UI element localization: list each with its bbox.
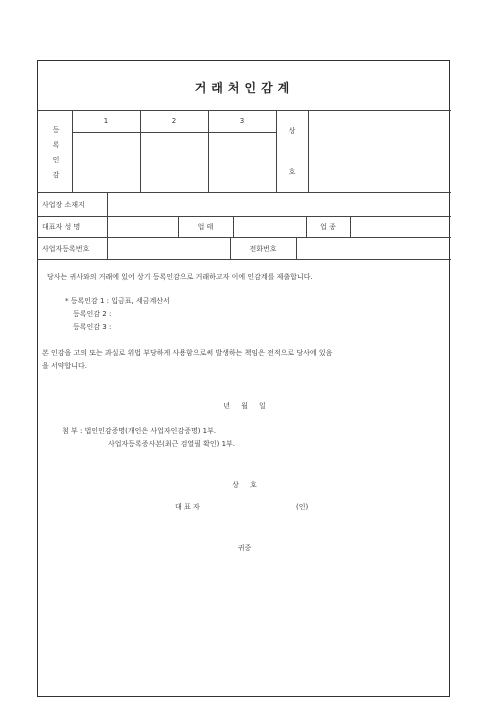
reg-no-field[interactable] [108, 238, 229, 258]
business-item-field[interactable] [351, 217, 450, 236]
seal-box-2[interactable] [141, 133, 207, 191]
reg-no-label: 사업자등록번호 [42, 245, 90, 253]
pledge-line-1: 본 인감을 고의 또는 과실로 위법 부당하게 사용함으로써 발생하는 책임은 전적으로 당사에 있음 [42, 349, 333, 357]
ceo-name-field[interactable] [213, 499, 291, 511]
seal-header-3: 3 [239, 117, 245, 125]
rep-name-label: 대표자 성 명 [42, 223, 81, 231]
address-label: 사업장 소재지 [42, 201, 85, 209]
attachment-item-1: 법인인감증명(개인은 사업자인감증명) 1부. [84, 427, 217, 435]
attachment-item-2: 사업자등록증사본(최근 검열필 확인) 1부. [108, 440, 236, 448]
phone-field[interactable] [297, 238, 450, 258]
trade-name-label-bottom: 호 [288, 168, 296, 176]
bullet-mark: * [65, 297, 69, 305]
seal-label-char: 감 [52, 171, 60, 179]
seal-box-1[interactable] [73, 133, 139, 191]
intro-text: 당사는 귀사와의 거래에 있어 상기 등록인감으로 거래하고자 이에 인감계를 제출합니다. [47, 273, 313, 281]
seal-label-char: 등 [52, 126, 60, 134]
seal-label-char: 록 [52, 141, 60, 149]
pledge-line-2: 을 서약합니다. [42, 362, 88, 370]
business-type-field[interactable] [234, 217, 305, 236]
seal-mark: (인) [296, 503, 309, 511]
seal-label [49, 123, 63, 183]
trade-name-field[interactable] [309, 111, 449, 191]
company-label: 상 호 [232, 481, 257, 489]
business-item-label: 업 종 [320, 223, 336, 231]
date-line: 년 월 일 [223, 402, 266, 410]
business-type-label: 업 태 [197, 223, 214, 231]
recipient-text: 귀중 [237, 544, 252, 552]
rep-name-field[interactable] [108, 217, 177, 236]
seal-use-list [65, 295, 170, 334]
seal-use-item-3: 등록인감 3 : [73, 323, 112, 331]
document-frame [37, 60, 450, 697]
attachments [62, 425, 235, 451]
ceo-label: 대 표 자 [175, 503, 200, 511]
seal-label-char: 인 [52, 156, 60, 164]
address-field[interactable] [108, 193, 450, 215]
document-title: 거래처인감계 [194, 81, 295, 95]
seal-use-text-1: 등록인감 1 : 입금표, 세금계산서 [70, 297, 170, 305]
seal-col-divider-3 [276, 110, 277, 192]
pledge-text [42, 347, 447, 373]
trade-name-label-top: 상 [288, 127, 296, 135]
seal-use-item-1 [65, 295, 170, 308]
seal-box-3[interactable] [209, 133, 275, 191]
phone-label: 전화번호 [249, 245, 277, 253]
attachment-row-1 [62, 425, 235, 438]
reg-row-bottom [38, 259, 451, 260]
seal-use-item-2: 등록인감 2 : [73, 310, 112, 318]
seal-header-2: 2 [171, 117, 177, 125]
seal-header-1: 1 [103, 117, 109, 125]
attach-label: 첨 부 : [62, 427, 83, 435]
